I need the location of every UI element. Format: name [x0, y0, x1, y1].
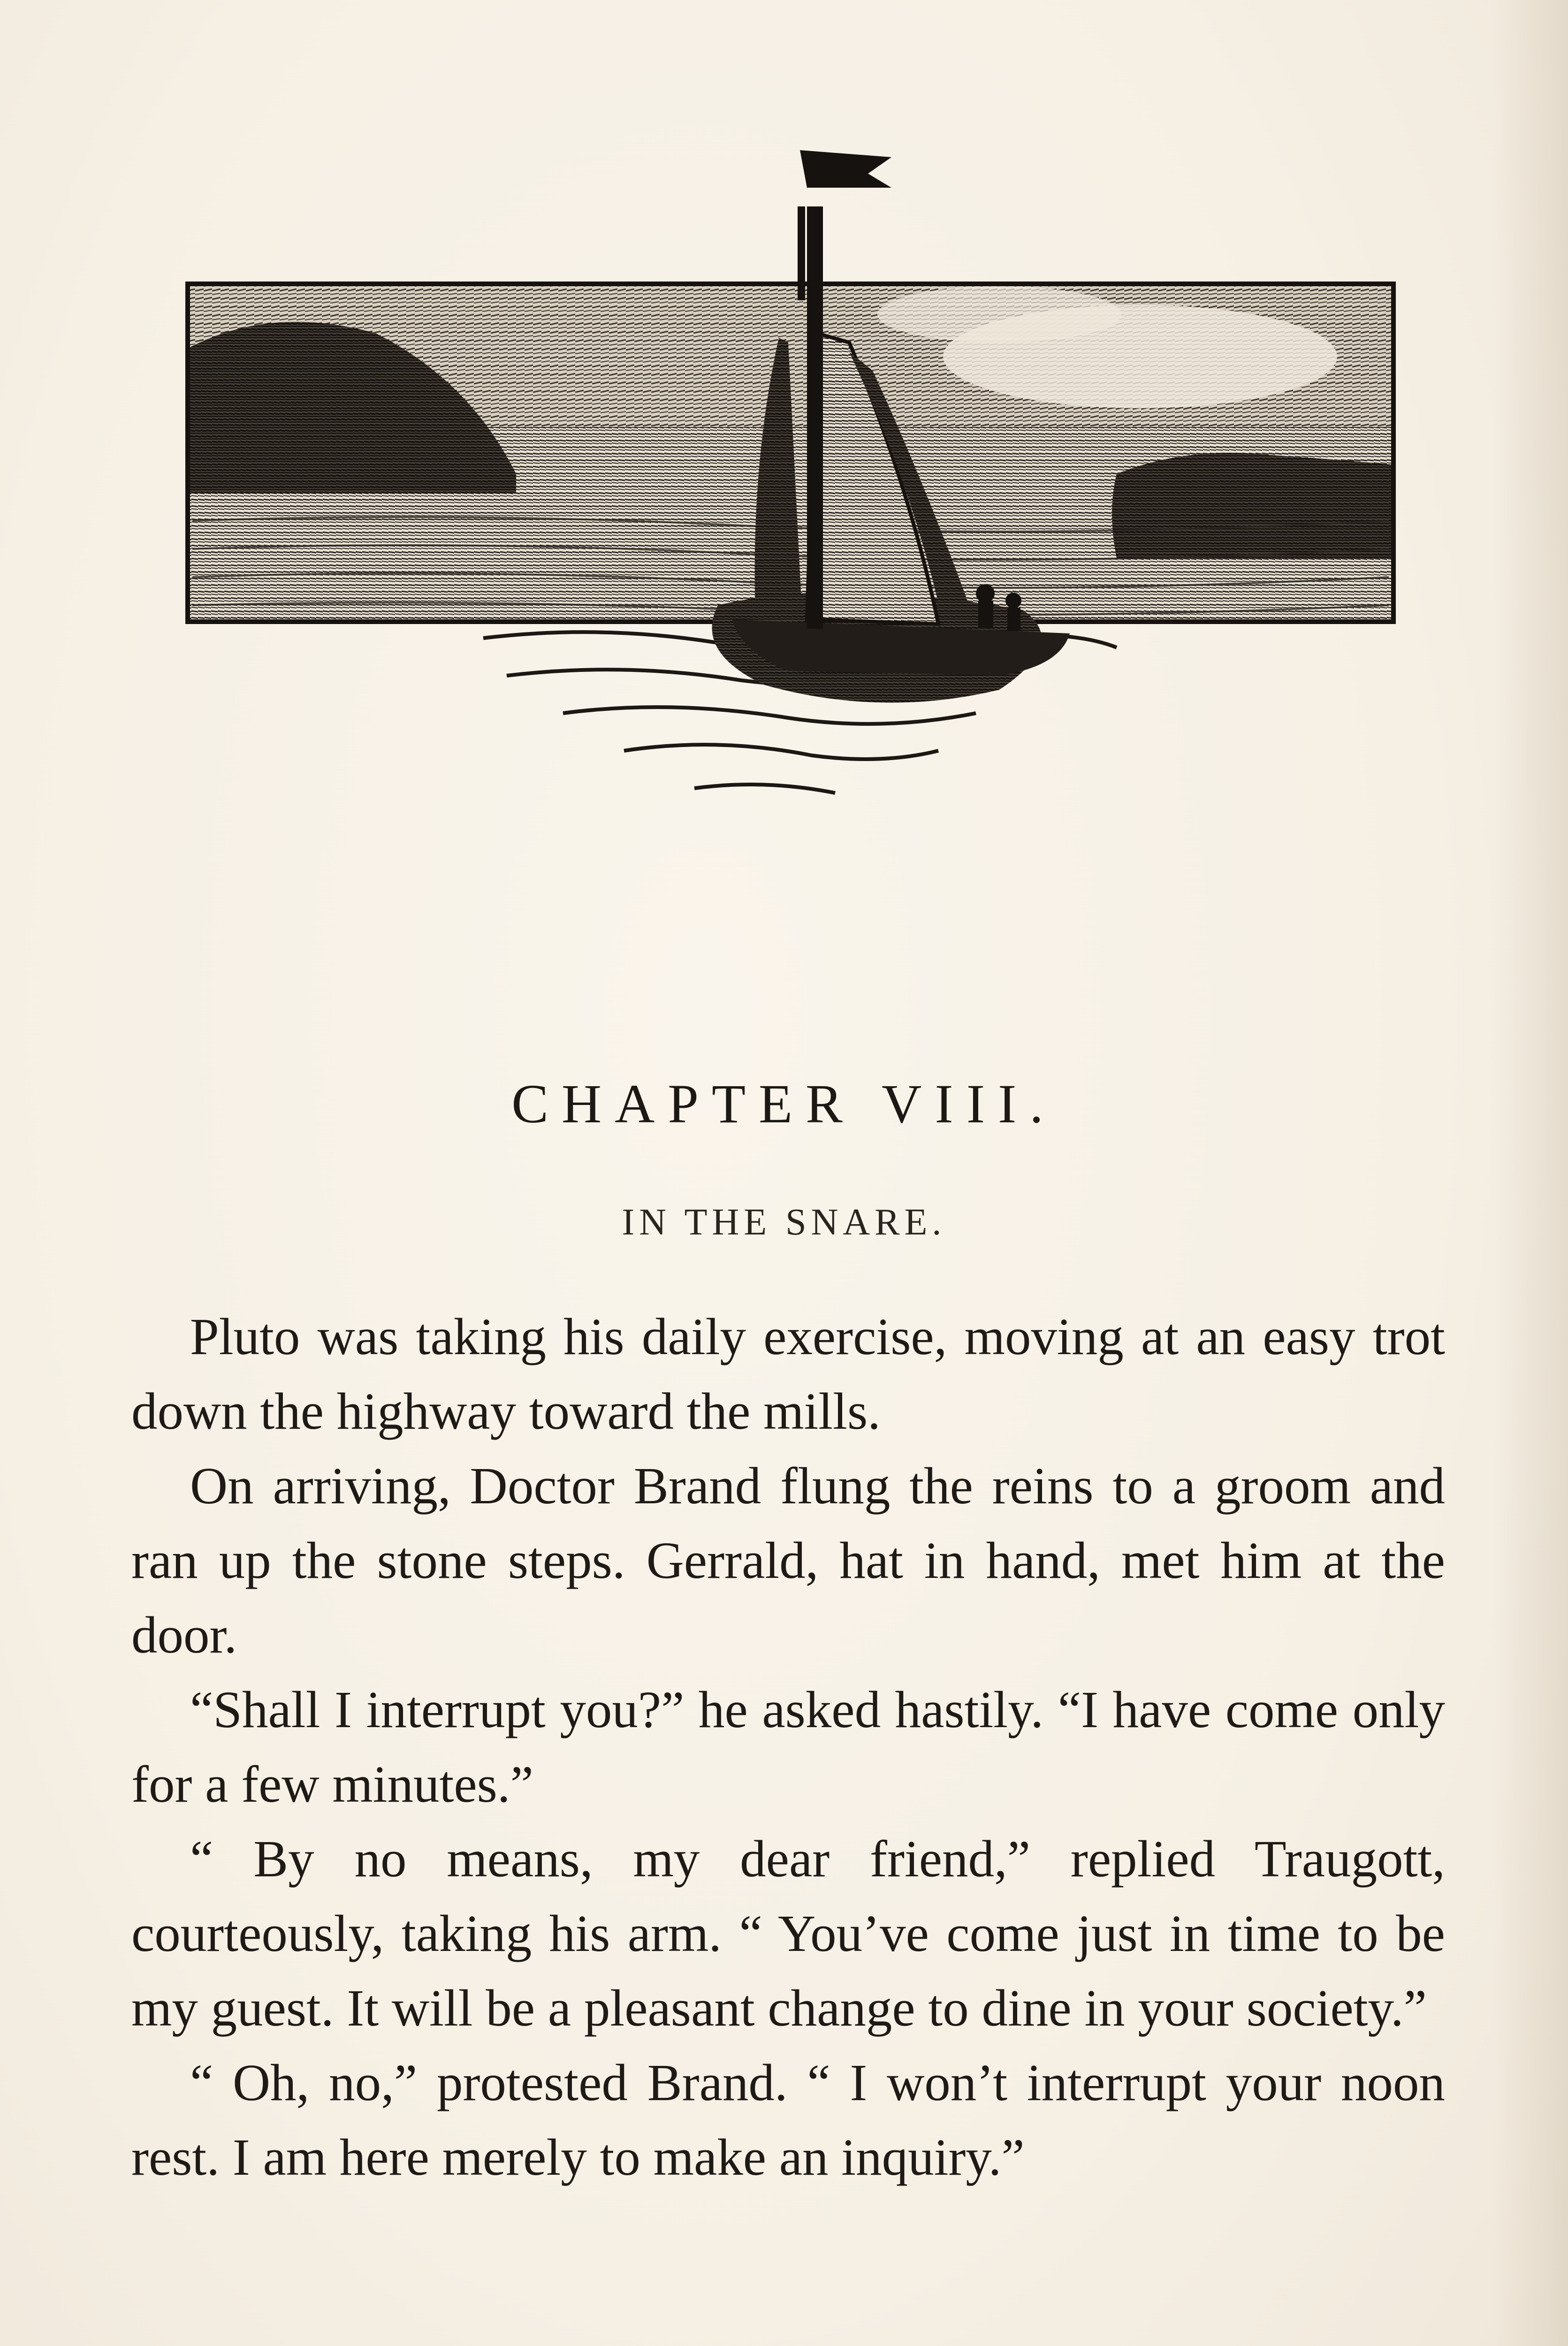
chapter-subtitle: IN THE SNARE.	[622, 1202, 946, 1243]
chapter-title: CHAPTER VIII.	[511, 1073, 1057, 1135]
paragraph: “Shall I interrupt you?” he asked hastily. “I have come only for a few minutes.”	[131, 1681, 1445, 1813]
paragraph: “ By no means, my dear friend,” replied Traugott, courteously, taking his arm. “ You’ve come just in time to be my guest. It will be a pleasant change to dine in your society.”	[131, 1830, 1445, 2037]
paragraph: On arriving, Doctor Brand flung the reins to a groom and ran up the stone steps. Gerrald, hat in hand, met him at the door.	[131, 1457, 1445, 1664]
sailboat-illustration	[178, 136, 1408, 840]
paragraph: Pluto was taking his daily exercise, moving at an easy trot down the highway toward the mills.	[131, 1308, 1445, 1440]
page-edge-shadow	[1493, 0, 1568, 2346]
paragraph: “ Oh, no,” protested Brand. “ I won’t interrupt your noon rest. I am here merely to make an inquiry.”	[131, 2054, 1445, 2186]
chapter-body	[131, 1300, 1445, 2195]
